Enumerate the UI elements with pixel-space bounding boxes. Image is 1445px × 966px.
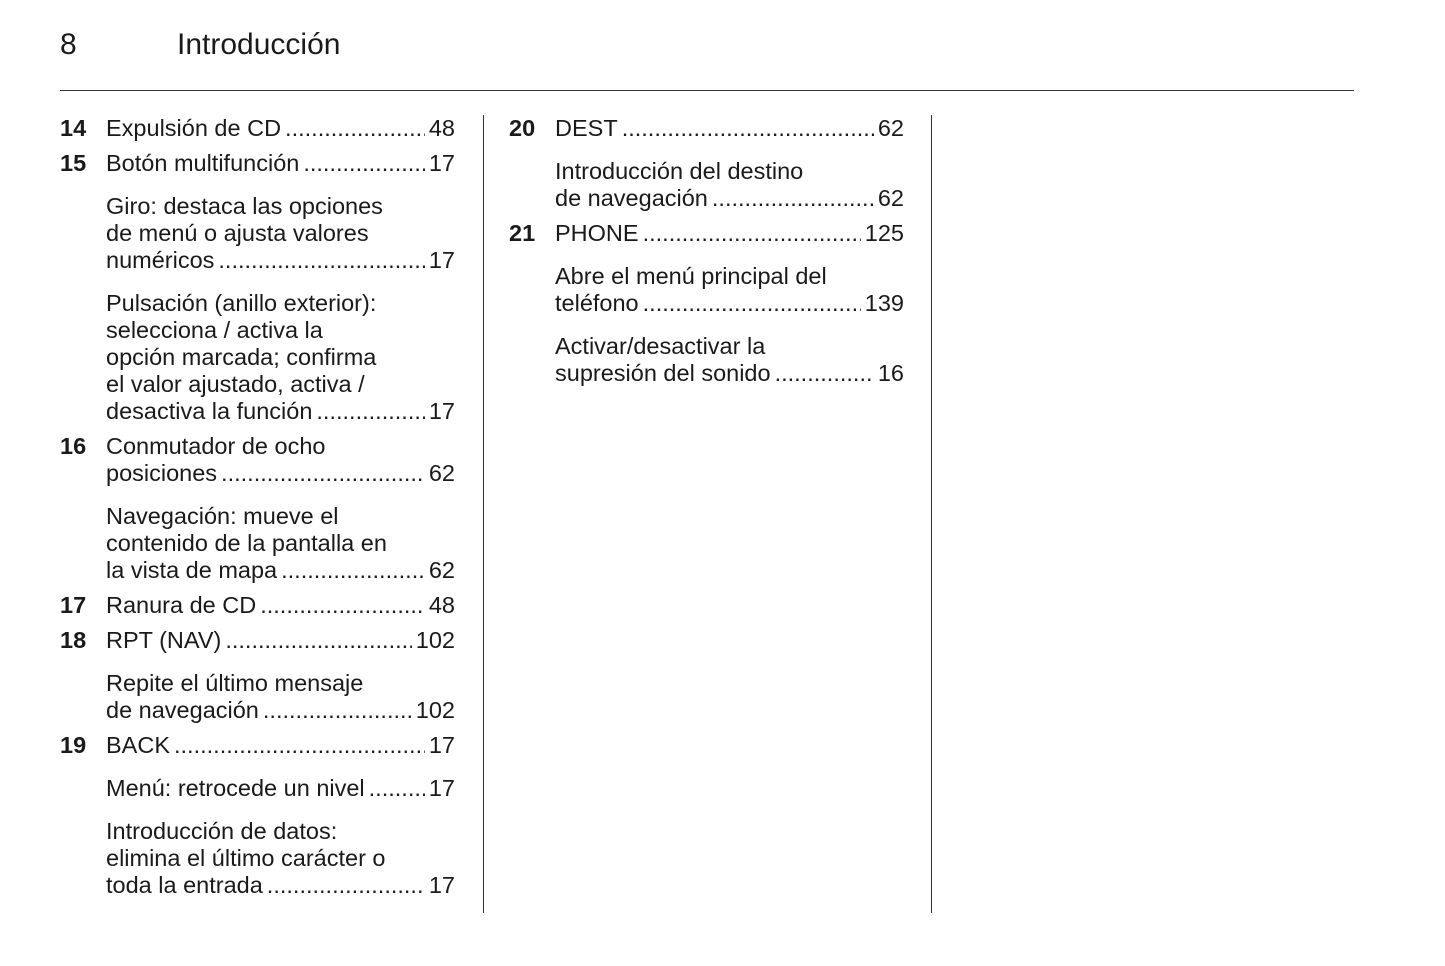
index-entry-17 — [60, 592, 455, 619]
entry-number: 18 — [60, 627, 87, 653]
entry-text: Ranura de CD — [106, 592, 257, 618]
entry-text: Expulsión de CD — [106, 115, 282, 141]
index-entry-21 — [509, 220, 904, 247]
entry-text: desactiva la función — [106, 398, 313, 424]
entry-page: 125 — [864, 220, 904, 246]
header-rule — [60, 90, 1354, 91]
entry-page: 62 — [877, 115, 904, 141]
entry-page: 48 — [428, 592, 455, 618]
index-column-2 — [509, 115, 904, 387]
entry-page: 102 — [415, 627, 455, 653]
entry-line: Giro: destaca las opciones — [106, 193, 383, 219]
entry-text: la vista de mapa — [106, 557, 278, 583]
index-subentry-21-telefono — [509, 263, 904, 317]
entry-page: 17 — [428, 398, 455, 424]
entry-page: 17 — [428, 775, 455, 801]
entry-line: Navegación: mueve el — [106, 503, 339, 529]
entry-line: Introducción del destino — [555, 158, 804, 184]
index-subentry-19-menu — [60, 775, 455, 802]
entry-text: toda la entrada — [106, 872, 263, 898]
entry-number: 14 — [60, 115, 87, 141]
entry-line: el valor ajustado, activa / — [106, 371, 365, 397]
entry-page: 48 — [428, 115, 455, 141]
index-subentry-15-pulsacion — [60, 290, 455, 425]
entry-number: 20 — [509, 115, 536, 141]
entry-page: 16 — [877, 360, 904, 386]
index-entry-15 — [60, 150, 455, 177]
entry-number: 17 — [60, 592, 87, 618]
entry-line: opción marcada; confirma — [106, 344, 377, 370]
entry-text: BACK — [106, 732, 170, 758]
entry-line: Pulsación (anillo exterior): — [106, 290, 377, 316]
entry-text: DEST — [555, 115, 618, 141]
entry-line: Repite el último mensaje — [106, 670, 364, 696]
index-column-1 — [60, 115, 455, 899]
entry-text: Menú: retrocede un nivel — [106, 775, 365, 801]
index-entry-18 — [60, 627, 455, 654]
entry-text: de navegación — [555, 185, 708, 211]
index-entry-14 — [60, 115, 455, 142]
entry-number: 15 — [60, 150, 87, 176]
entry-number: 16 — [60, 433, 87, 459]
entry-line: Activar/desactivar la — [555, 333, 766, 359]
entry-page: 17 — [428, 247, 455, 273]
index-entry-16 — [60, 433, 455, 487]
index-subentry-21-sonido — [509, 333, 904, 387]
page-title: Introducción — [177, 28, 341, 61]
entry-text: posiciones — [106, 460, 218, 486]
entry-page: 17 — [428, 872, 455, 898]
page-number: 8 — [60, 28, 77, 61]
entry-text: de navegación — [106, 697, 259, 723]
entry-text: numéricos — [106, 247, 215, 273]
entry-line: selecciona / activa la — [106, 317, 323, 343]
index-subentry-19-datos — [60, 818, 455, 899]
entry-line: de menú o ajusta valores — [106, 220, 369, 246]
entry-page: 62 — [428, 460, 455, 486]
entry-text: PHONE — [555, 220, 639, 246]
entry-line: Conmutador de ocho — [106, 433, 326, 459]
index-subentry-20-destino — [509, 158, 904, 212]
entry-page: 139 — [864, 290, 904, 316]
entry-line: elimina el último carácter o — [106, 845, 386, 871]
entry-page: 17 — [428, 150, 455, 176]
column-divider-1 — [483, 115, 484, 913]
column-divider-2 — [931, 115, 932, 913]
entry-number: 19 — [60, 732, 87, 758]
entry-page: 62 — [877, 185, 904, 211]
index-subentry-15-giro — [60, 193, 455, 274]
index-entry-20 — [509, 115, 904, 142]
index-subentry-16-navegacion — [60, 503, 455, 584]
entry-number: 21 — [509, 220, 536, 246]
index-subentry-18-repite — [60, 670, 455, 724]
entry-line: Abre el menú principal del — [555, 263, 827, 289]
entry-page: 62 — [428, 557, 455, 583]
entry-text: Botón multifunción — [106, 150, 300, 176]
entry-text: teléfono — [555, 290, 639, 316]
entry-page: 102 — [415, 697, 455, 723]
entry-line: contenido de la pantalla en — [106, 530, 387, 556]
entry-text: supresión del sonido — [555, 360, 771, 386]
entry-line: Introducción de datos: — [106, 818, 338, 844]
entry-page: 17 — [428, 732, 455, 758]
entry-text: RPT (NAV) — [106, 627, 222, 653]
index-entry-19 — [60, 732, 455, 759]
